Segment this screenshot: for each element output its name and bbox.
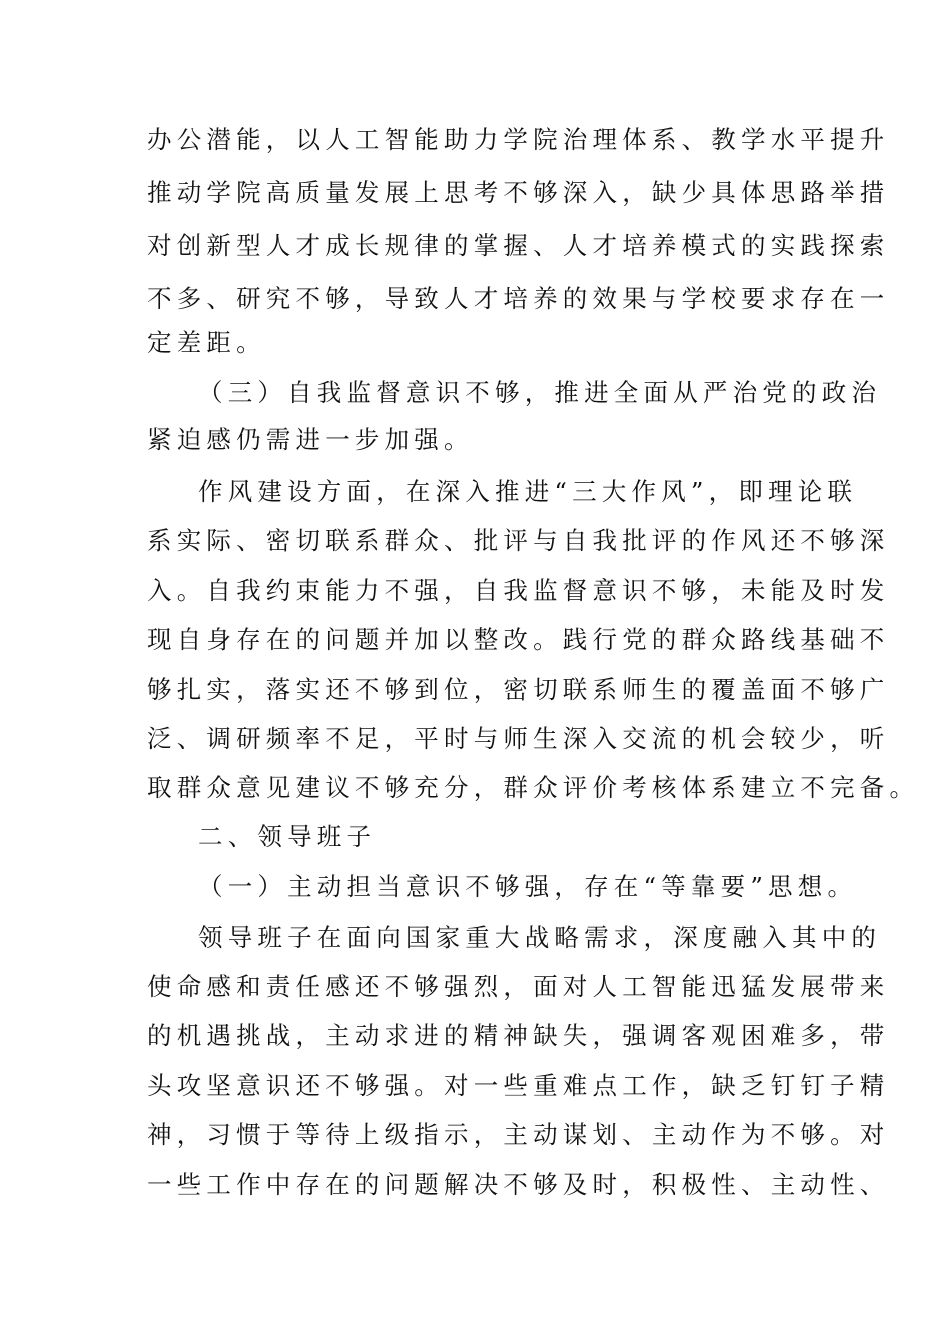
body-text-line: 系实际、密切联系群众、批评与自我批评的作风还不够深 [147,526,890,555]
body-text-line: 神，习惯于等待上级指示，主动谋划、主动作为不够。对 [147,1120,890,1149]
body-text-line: 使命感和责任感还不够强烈，面对人工智能迅猛发展带来 [147,972,890,1001]
section-heading-2: 二、领导班子 [198,822,377,851]
body-text-line: 不多、研究不够，导致人才培养的效果与学校要求存在一 [147,284,890,313]
section-heading-1: （一）主动担当意识不够强，存在“等靠要”思想。 [198,872,858,901]
body-text-line: 取群众意见建议不够充分，群众评价考核体系建立不完备。 [147,773,920,802]
body-text-line: 一些工作中存在的问题解决不够及时，积极性、主动性、 [147,1170,890,1199]
body-text-line: 作风建设方面，在深入推进“三大作风”，即理论联 [198,477,858,506]
body-text-line: 推动学院高质量发展上思考不够深入，缺少具体思路举措 [147,178,890,207]
body-text-line: 领导班子在面向国家重大战略需求，深度融入其中的 [198,923,882,952]
body-text-line: 定差距。 [147,328,266,357]
body-text-line: 够扎实，落实还不够到位，密切联系师生的覆盖面不够广 [147,675,890,704]
section-heading-3: （三）自我监督意识不够，推进全面从严治党的政治 [198,378,882,407]
body-text-line: 泛、调研频率不足，平时与师生深入交流的机会较少，听 [147,724,890,753]
body-text-line: 办公潜能，以人工智能助力学院治理体系、教学水平提升 [147,125,890,154]
body-text-line: 的机遇挑战，主动求进的精神缺失，强调客观困难多，带 [147,1021,890,1050]
body-text-line: 对创新型人才成长规律的掌握、人才培养模式的实践探索 [147,231,890,260]
body-text-line: 入。自我约束能力不强，自我监督意识不够，未能及时发 [147,576,890,605]
body-text-line: 紧迫感仍需进一步加强。 [147,425,474,454]
body-text-line: 头攻坚意识还不够强。对一些重难点工作，缺乏钉钉子精 [147,1071,890,1100]
body-text-line: 现自身存在的问题并加以整改。践行党的群众路线基础不 [147,625,890,654]
